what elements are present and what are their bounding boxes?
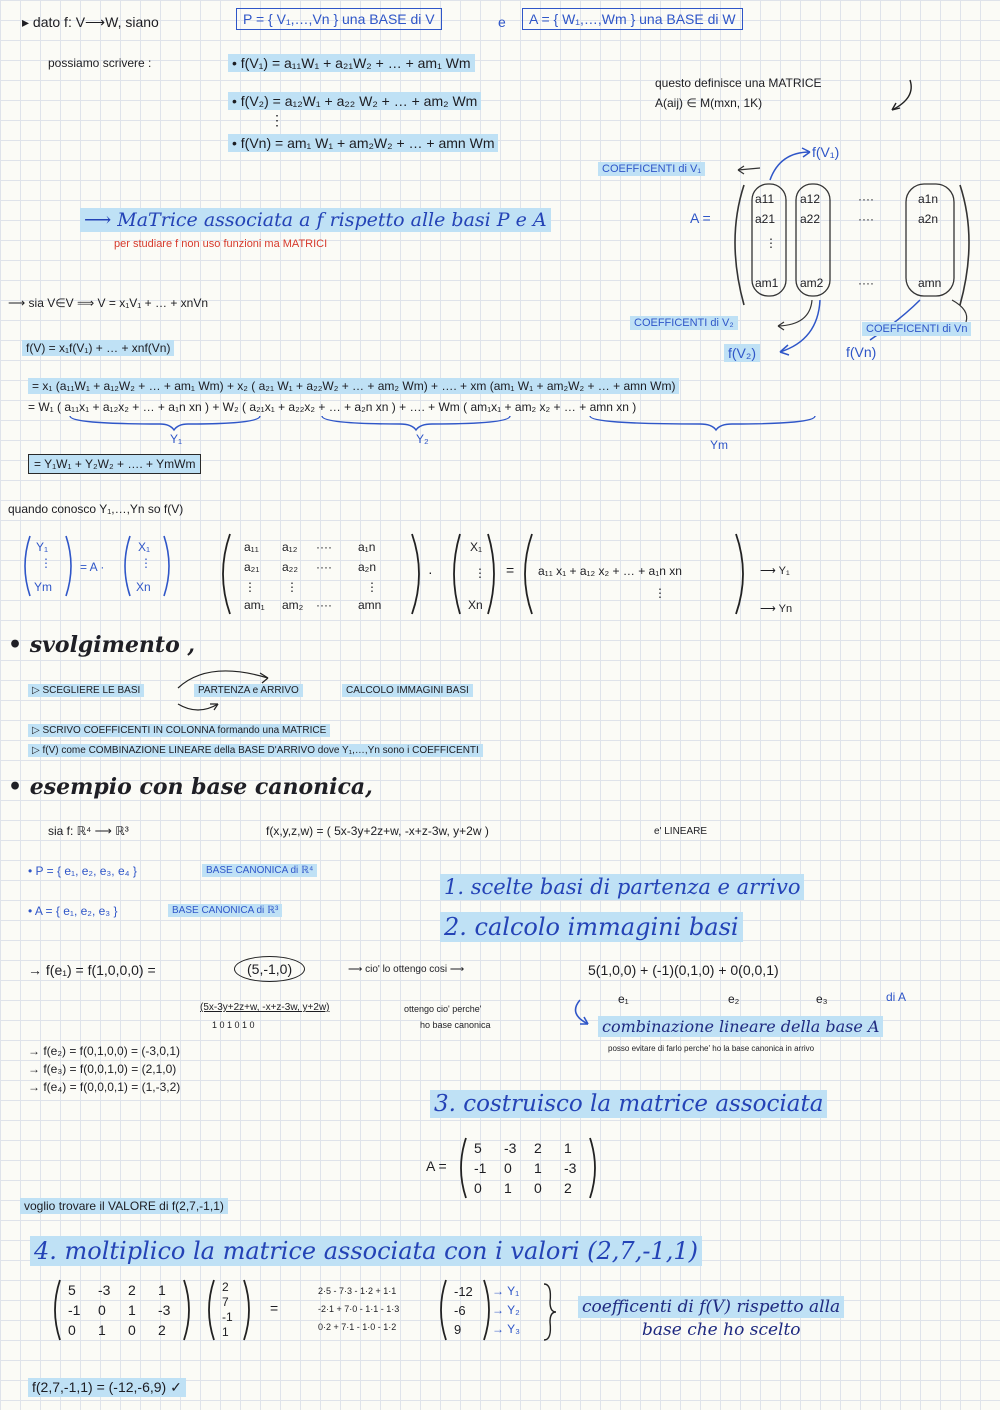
f-def: f(x,y,z,w) = ( 5x-3y+2z+w, -x+z-3w, y+2w ) <box>266 824 489 838</box>
intro-dato: ▸ dato f: V⟶W, siano <box>22 14 159 30</box>
matrix-A-cell: -1 <box>474 1160 487 1176</box>
mult-matrix-cell: 5 <box>68 1282 76 1298</box>
result-y-label: → Y₂ <box>492 1303 520 1317</box>
big-am1: am₁ <box>244 598 265 612</box>
vec-xn: Xn <box>136 580 151 594</box>
big-dots2: ···· <box>316 560 332 574</box>
mult-vec-right-paren <box>240 1278 260 1344</box>
step2-calcolo: 2. calcolo immagini basi <box>440 912 743 942</box>
label-y2: Y₂ <box>416 432 429 446</box>
evitare-note: posso evitare di farlo perche' ho la base canonica in arrivo <box>608 1044 815 1053</box>
sia-v: ⟶ sia V∈V ⟹ V = x₁V₁ + … + xnVn <box>8 296 209 310</box>
coeff-v2: COEFFICENTI di V₂ <box>630 316 738 330</box>
mult-matrix-cell: 0 <box>128 1322 136 1338</box>
label-e3: e₃ <box>816 992 828 1006</box>
m-a21: a21 <box>755 212 776 226</box>
fv-expansion: f(V) = x₁f(V₁) + … + xnf(Vn) <box>22 340 174 356</box>
step-scrivo: ▷ SCRIVO COEFFICENTI IN COLONNA formando una MATRICE <box>28 724 330 737</box>
mult-matrix-cell: 1 <box>98 1322 106 1338</box>
big-vd1: ⋮ <box>244 580 256 594</box>
possiamo-scrivere: possiamo scrivere : <box>48 56 152 70</box>
result-y-label: → Y₃ <box>492 1322 521 1336</box>
mult-vector-cell: -1 <box>222 1310 233 1324</box>
matrix-A-cell: -3 <box>504 1140 517 1156</box>
mult-matrix-cell: 2 <box>128 1282 136 1298</box>
eq-fvn: • f(Vn) = am₁ W₁ + am₂W₂ + … + amn Wm <box>228 134 498 152</box>
final-result: f(2,7,-1,1) = (-12,-6,9) ✓ <box>28 1378 186 1397</box>
vec-y1: Y₁ <box>36 540 49 554</box>
vec-y-dots: ⋮ <box>40 556 52 570</box>
mult-matrix-cell: -3 <box>98 1282 111 1298</box>
mult-matrix-cell: 1 <box>128 1302 136 1318</box>
m-vd: ⋮ <box>765 236 777 250</box>
ottengo-note-2: ho base canonica <box>420 1020 491 1030</box>
red-note: per studiare f non uso funzioni ma MATRICI <box>114 238 328 250</box>
step-combinazione: ▷ f(V) come COMBINAZIONE LINEARE della BASE D'ARRIVO dove Y₁,…,Yn sono i COEFFICENTI <box>28 744 483 757</box>
result-cell: 9 <box>454 1322 462 1337</box>
step3-costruisco: 3. costruisco la matrice associata <box>430 1090 827 1118</box>
mult-vector-cell: 2 <box>222 1280 229 1294</box>
step1-scelte: 1. scelte basi di partenza e arrivo <box>440 874 804 900</box>
m-a2n: a2n <box>918 212 939 226</box>
big-vd3: ⋮ <box>366 580 378 594</box>
mult-vector-cell: 7 <box>222 1295 229 1309</box>
boxed-result: = Y₁W₁ + Y₂W₂ + …. + YmWm <box>28 454 201 474</box>
label-ym: Ym <box>710 438 728 452</box>
substitution: (5x-3y+2z+w, -x+z-3w, y+2w) <box>200 1002 330 1013</box>
result-brace <box>540 1282 560 1342</box>
label-fvn: f(Vn) <box>846 344 877 360</box>
big-a21: a₂₁ <box>244 560 260 574</box>
coeff-note-1: coefficenti di f(V) rispetto alla <box>578 1296 844 1318</box>
big-dots1: ···· <box>316 540 332 554</box>
m-amn: amn <box>918 276 942 290</box>
eq-fv2: • f(V₂) = a₁₂W₁ + a₂₂ W₂ + … + am₂ Wm <box>228 92 481 110</box>
big-dots3: ···· <box>316 598 332 612</box>
fe2: → f(e₂) = f(0,1,0,0) = (-3,0,1) <box>28 1044 181 1058</box>
m-a12: a12 <box>800 192 821 206</box>
m-a22: a22 <box>800 212 821 226</box>
matrix-A-cell: 1 <box>564 1140 572 1156</box>
curl-arrow-icon <box>566 996 596 1032</box>
fe1-result: (5,-1,0) <box>234 956 305 982</box>
matrix-A-cell: 0 <box>534 1180 542 1196</box>
big-a12: a₁₂ <box>282 540 298 554</box>
big-x-dots: ⋮ <box>474 566 486 580</box>
mult-matrix-cell: 2 <box>158 1322 166 1338</box>
arrow-y1: ⟶ Y₁ <box>760 565 790 577</box>
matrix-A-cell: 5 <box>474 1140 482 1156</box>
substitution-values: 1 0 1 0 1 0 <box>212 1020 255 1030</box>
m-dots1: ···· <box>858 192 874 206</box>
basis-P: P = { V₁,…,Vn } una BASE di V <box>236 8 442 30</box>
step4-moltiplico: 4. moltiplico la matrice associata con i valori (2,7,-1,1) <box>30 1236 702 1266</box>
label-e2: e₂ <box>728 992 740 1006</box>
matrix-A-eq: A = <box>690 210 711 226</box>
m-dots3: ···· <box>858 276 874 290</box>
m-dots2: ···· <box>858 212 874 226</box>
P-canonica: • P = { e₁, e₂, e₃, e₄ } <box>28 864 137 878</box>
expansion-line1: = x₁ (a₁₁W₁ + a₁₂W₂ + … + am₁ Wm) + x₂ ( a₂₁ W₁ + a₂₂W₂ + … + am₂ Wm) + …. + xm (am₁ W₁ + am₂W₂ + … + amn Wm) <box>28 378 679 394</box>
curved-arrow-icon <box>880 78 920 114</box>
ottengo-note: ottengo cio' perche' <box>404 1004 482 1014</box>
mult-vector-cell: 1 <box>222 1325 229 1339</box>
label-fv1: f(V₁) <box>812 144 840 160</box>
big-amn: amn <box>358 598 382 612</box>
result-row: a₁₁ x₁ + a₁₂ x₂ + … + a₁n xn <box>538 564 682 578</box>
vec-x1: X₁ <box>138 540 151 554</box>
A-canonica: • A = { e₁, e₂, e₃ } <box>28 904 118 918</box>
linear-comb: 5(1,0,0) + (-1)(0,1,0) + 0(0,0,1) <box>588 962 779 978</box>
matrix-A-label: A = <box>426 1158 447 1174</box>
fe3: → f(e₃) = f(0,0,1,0) = (2,1,0) <box>28 1062 177 1076</box>
big-vd2: ⋮ <box>286 580 298 594</box>
mult-matrix-cell: -1 <box>68 1302 81 1318</box>
dot-op: · <box>428 564 433 580</box>
result-y-label: → Y₁ <box>492 1284 520 1298</box>
step-calcolo: CALCOLO IMMAGINI BASI <box>342 684 473 697</box>
matrix-A-cell: 2 <box>564 1180 572 1196</box>
coeff-note-2: base che ho scelto <box>642 1320 801 1340</box>
coeff-v1: COEFFICENTI di V₁ <box>598 162 705 176</box>
arrow-yn: ⟶ Yn <box>760 603 793 615</box>
result-cell: -12 <box>454 1284 473 1299</box>
label-e1: e₁ <box>618 992 629 1006</box>
matrice-associata-title: ⟶ MaTrice associata a f rispetto alle basi P e A <box>80 208 551 232</box>
m-am2: am2 <box>800 276 824 290</box>
big-x1: X₁ <box>470 540 483 554</box>
fe4: → f(e₄) = f(0,0,0,1) = (1,-3,2) <box>28 1080 181 1094</box>
comb-lin-base: combinazione lineare della base A <box>598 1016 883 1037</box>
svolgimento-heading: • svolgimento , <box>8 632 196 658</box>
mult-eq-sign: = <box>270 1300 279 1316</box>
big-a22: a₂₂ <box>282 560 298 574</box>
big-a2n: a₂n <box>358 560 377 574</box>
procedure-arrows <box>168 664 308 718</box>
label-y1: Y₁ <box>170 432 183 446</box>
fe1-def: → f(e₁) = f(1,0,0,0) = <box>28 962 156 978</box>
mult-matrix-cell: 1 <box>158 1282 166 1298</box>
matrix-A-cell: 0 <box>504 1160 512 1176</box>
label-fv2: f(V₂) <box>724 344 760 362</box>
big-a11: a₁₁ <box>244 540 259 554</box>
mult-matrix-cell: 0 <box>68 1322 76 1338</box>
note-matrice: questo definisce una MATRICE <box>655 76 822 90</box>
m-am1: am1 <box>755 276 779 290</box>
label-di-A: di A <box>886 990 907 1004</box>
step-scegliere: ▷ SCEGLIERE LE BASI <box>28 684 144 697</box>
calc-line: -2·1 + 7·0 - 1·1 - 1·3 <box>318 1304 400 1314</box>
eq-A-dot: = A · <box>80 560 105 574</box>
big-a1n: a₁n <box>358 540 376 554</box>
big-xn: Xn <box>468 598 483 612</box>
underbraces <box>60 414 820 434</box>
mult-matrix-cell: -3 <box>158 1302 171 1318</box>
step-partenza: PARTENZA e ARRIVO <box>194 684 303 697</box>
result-dots: ⋮ <box>654 586 666 600</box>
coeff-vn: COEFFICENTI di Vn <box>862 322 971 336</box>
basis-A: A = { W₁,…,Wm } una BASE di W <box>522 8 743 30</box>
m-a1n: a1n <box>918 192 939 206</box>
lineare: e' LINEARE <box>654 826 708 837</box>
quando-conosco: quando conosco Y₁,…,Yn so f(V) <box>8 502 184 516</box>
calc-line: 2·5 - 7·3 - 1·2 + 1·1 <box>318 1286 397 1296</box>
vec-x-dots: ⋮ <box>140 556 152 570</box>
big-am2: am₂ <box>282 598 304 612</box>
A-label: BASE CANONICA di ℝ³ <box>168 904 282 917</box>
matrix-A-cell: 2 <box>534 1140 542 1156</box>
P-label: BASE CANONICA di ℝ⁴ <box>202 864 317 877</box>
result-cell: -6 <box>454 1303 466 1318</box>
and-text: e <box>498 14 506 30</box>
calc-line: 0·2 + 7·1 - 1·0 - 1·2 <box>318 1322 397 1332</box>
matrix-A-cell: 1 <box>504 1180 512 1196</box>
eq-fv1: • f(V₁) = a₁₁W₁ + a₂₁W₂ + … + am₁ Wm <box>228 54 475 72</box>
vdots: ⋮ <box>270 112 284 128</box>
expansion-line2: = W₁ ( a₁₁x₁ + a₁₂x₂ + … + a₁n xn ) + W₂ ( a₂₁x₁ + a₂₂x₂ + … + a₂n xn ) + …. + Wm ( am₁x₁ + am₂ x₂ + … + amn xn ) <box>28 400 637 414</box>
vec-ym: Ym <box>34 580 52 594</box>
sia-f: sia f: ℝ⁴ ⟶ ℝ³ <box>48 824 129 838</box>
esempio-heading: • esempio con base canonica, <box>8 774 373 800</box>
eq-sign: = <box>506 562 515 578</box>
matrix-A-cell: 0 <box>474 1180 482 1196</box>
matrix-A-cell: 1 <box>534 1160 542 1176</box>
matrix-A-cell: -3 <box>564 1160 577 1176</box>
mult-matrix-cell: 0 <box>98 1302 106 1318</box>
m-a11: a11 <box>755 192 775 206</box>
note-matrice-space: A(aij) ∈ M(mxn, 1K) <box>655 96 763 110</box>
voglio-trovare: voglio trovare il VALORE di f(2,7,-1,1) <box>20 1198 228 1214</box>
arrow-cosi: ⟶ cio' lo ottengo cosi ⟶ <box>348 964 465 975</box>
